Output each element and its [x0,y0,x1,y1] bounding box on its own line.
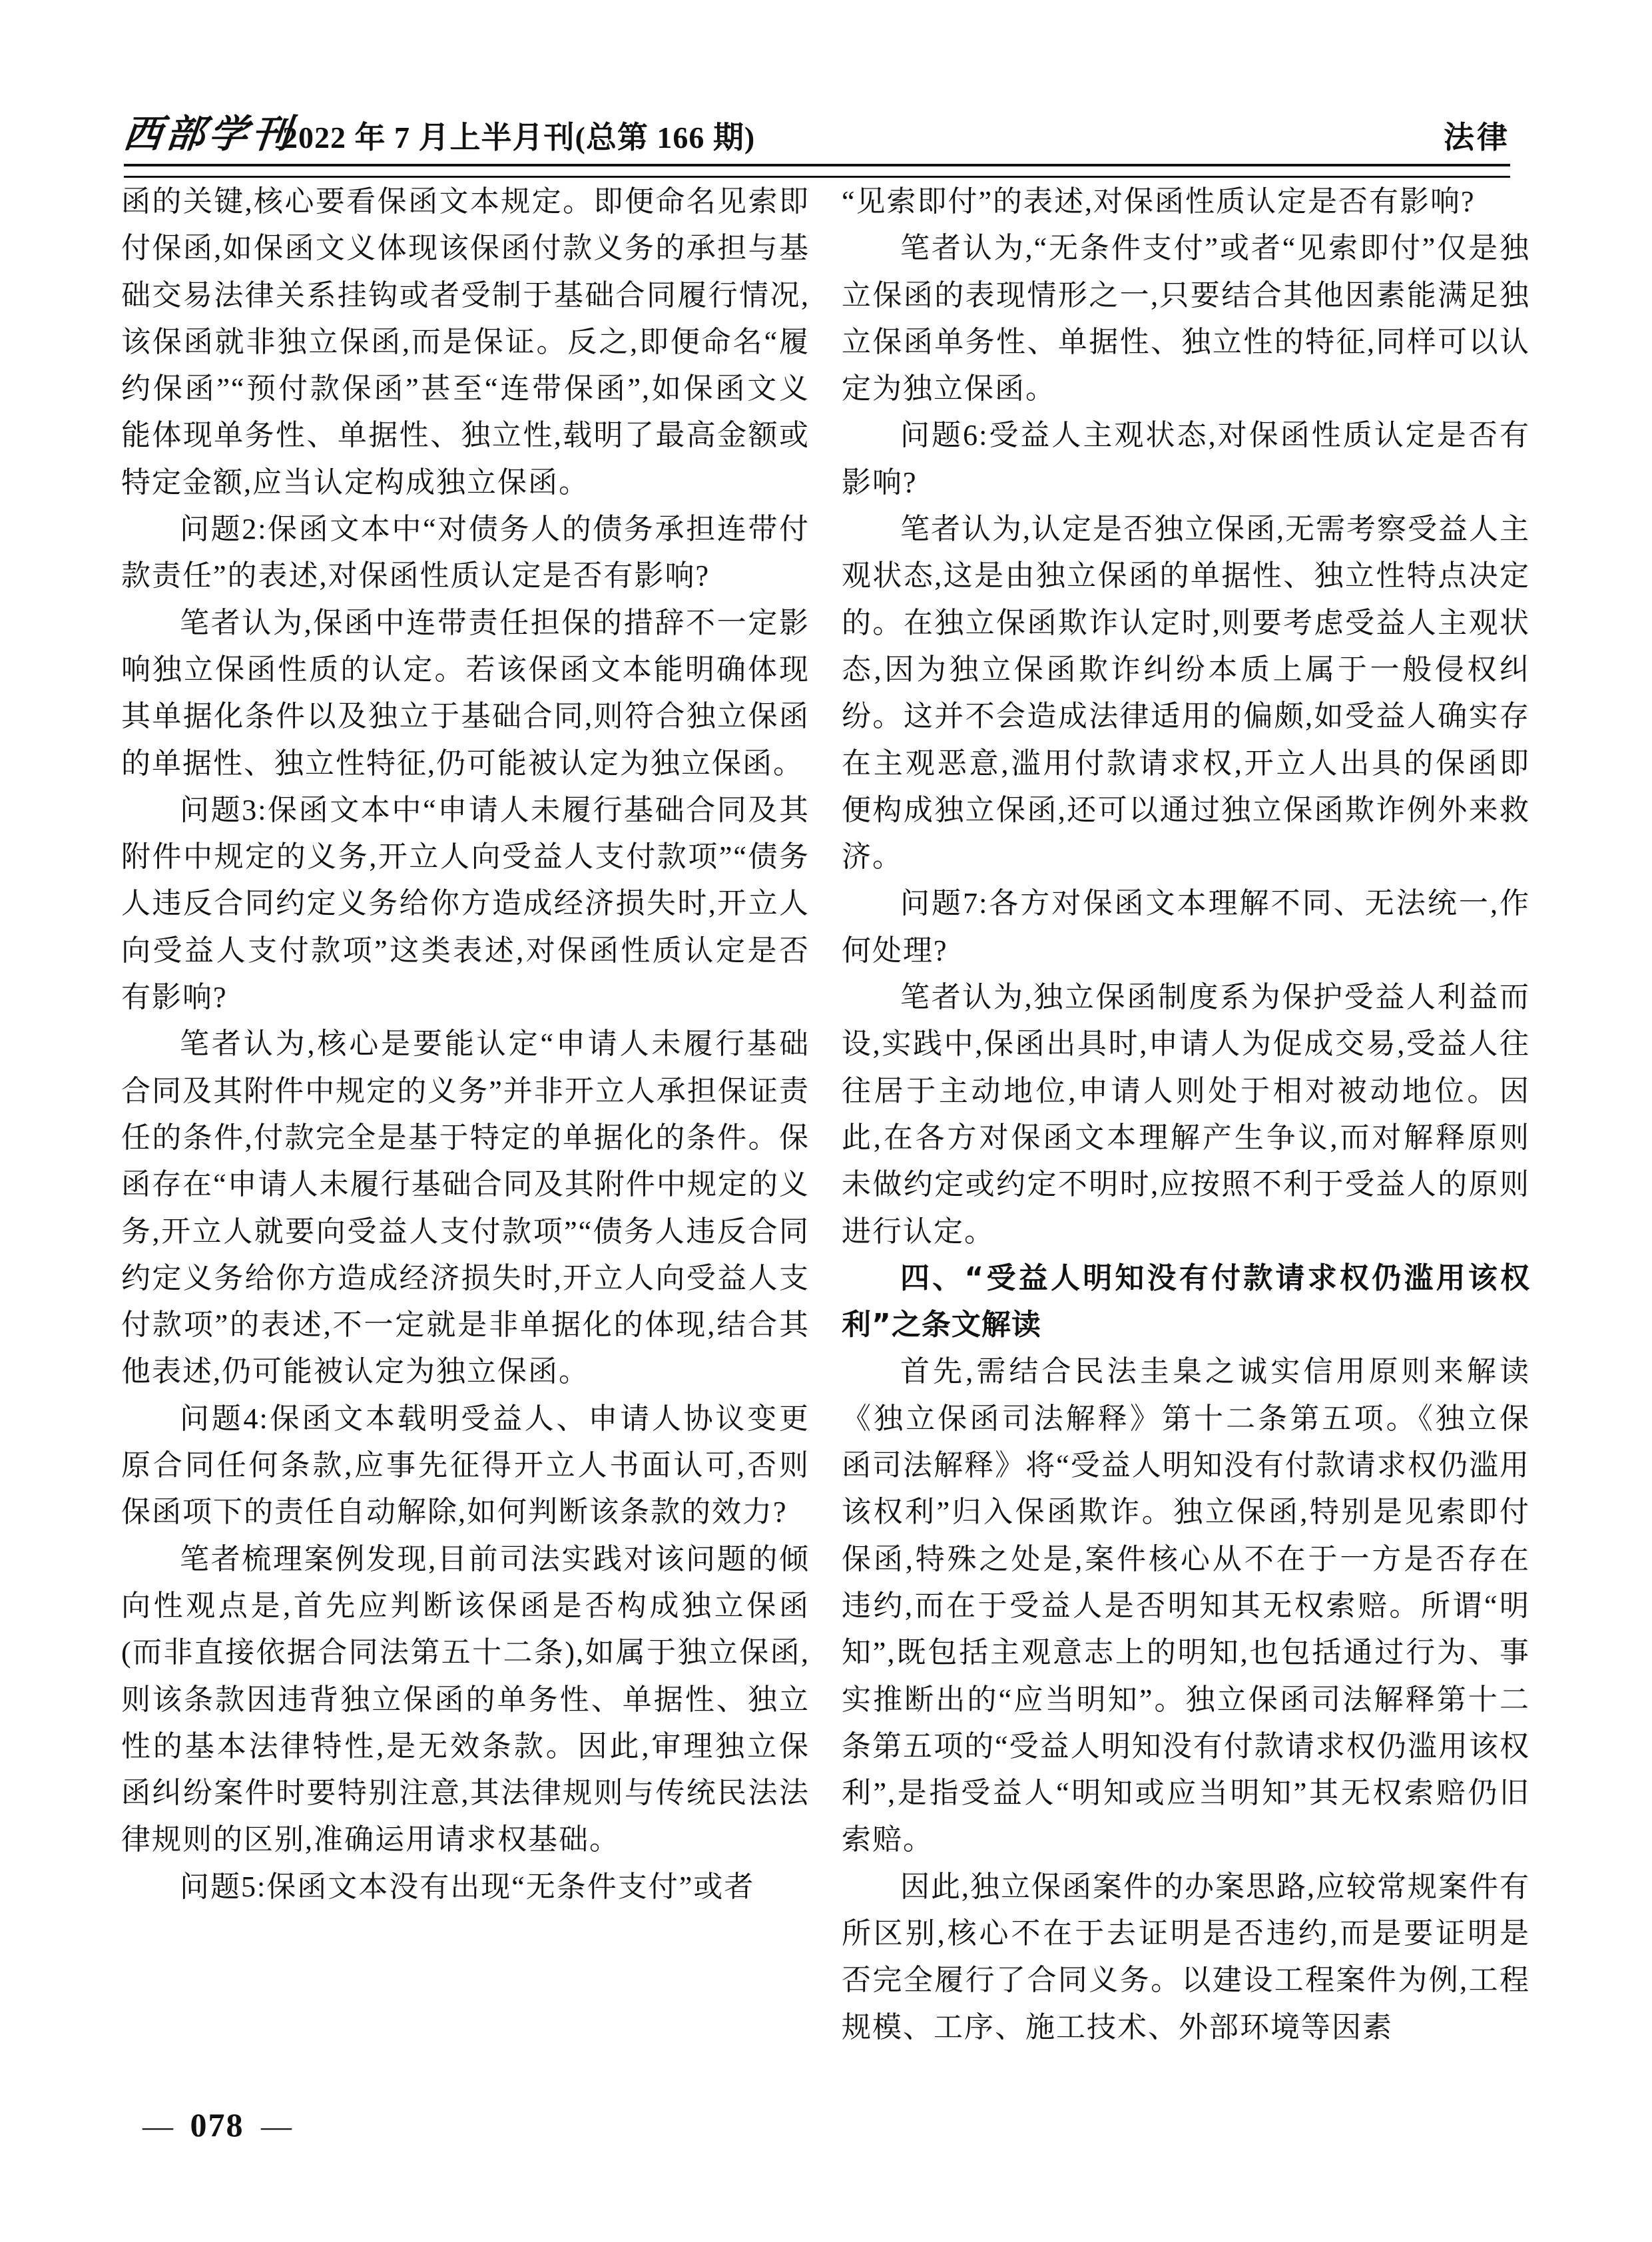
paragraph: 笔者梳理案例发现,目前司法实践对该问题的倾向性观点是,首先应判断该保函是否构成独立保函(而非直接依据合同法第五十二条),如属于独立保函,则该条款因违背独立保函的单务性、单据性、独立性的基本法律特性,是无效条款。因此,审理独立保函纠纷案件时要特别注意,其法律规则与传统民法法律规则的区别,准确运用请求权基础。 [121,1542,810,1856]
left-column [121,178,810,1910]
right-column [842,178,1530,2051]
footer [133,2105,301,2144]
page-number: 078 [190,2106,244,2143]
paragraph: 问题4:保函文本载明受益人、申请人协议变更原合同任何条款,应事先征得开立人书面认可,否则保函项下的责任自动解除,如何判断该条款的效力? [121,1402,810,1529]
paragraph: 笔者认为,保函中连带责任担保的措辞不一定影响独立保函性质的认定。若该保函文本能明确体现其单据化条件以及独立于基础合同,则符合独立保函的单据性、独立性特征,仍可能被认定为独立保函。 [121,606,810,780]
paragraph: 首先,需结合民法圭臬之诚实信用原则来解读《独立保函司法解释》第十二条第五项。《独立保函司法解释》将“受益人明知没有付款请求权仍滥用该权利”归入保函欺诈。独立保函,特别是见索即付保函,特殊之处是,案件核心从不在于一方是否存在违约,而在于受益人是否明知其无权索赔。所谓“明知”,既包括主观意志上的明知,也包括通过行为、事实推断出的“应当明知”。独立保函司法解释第十二条第五项的“受益人明知没有付款请求权仍滥用该权利”,是指受益人“明知或应当明知”其无权索赔仍旧索赔。 [842,1355,1530,1856]
journal-logo: 西部学刊 [121,111,297,156]
paragraph: 笔者认为,认定是否独立保函,无需考察受益人主观状态,这是由独立保函的单据性、独立性特点决定的。在独立保函欺诈认定时,则要考虑受益人主观状态,因为独立保函欺诈纠纷本质上属于一般侵权纠纷。这并不会造成法律适用的偏颇,如受益人确实存在主观恶意,滥用付款请求权,开立人出具的保函即便构成独立保函,还可以通过独立保函欺诈例外来救济。 [842,513,1530,874]
paragraph: 问题5:保函文本没有出现“无条件支付”或者 [180,1870,755,1903]
paragraph: 问题7:各方对保函文本理解不同、无法统一,作何处理? [842,887,1530,967]
footer-dash-left: — [142,2109,173,2143]
section-label: 法律 [1444,121,1510,154]
header-rule [124,164,1510,178]
paragraph: 笔者认为,独立保函制度系为保护受益人利益而设,实践中,保函出具时,申请人为促成交易,受益人往往居于主动地位,申请人则处于相对被动地位。因此,在各方对保函文本理解产生争议,而对解释原则未做约定或约定不明时,应按照不利于受益人的原则进行认定。 [842,981,1530,1248]
paragraph: “见索即付”的表述,对保函性质认定是否有影响? [842,185,1476,218]
section-heading: 四、“受益人明知没有付款请求权仍滥用该权利”之条文解读 [842,1261,1530,1342]
paragraph: 问题3:保函文本中“申请人未履行基础合同及其附件中规定的义务,开立人向受益人支付款项”“债务人违反合同约定义务给你方造成经济损失时,开立人向受益人支付款项”这类表述,对保函性质认定是否有影响? [121,793,810,1014]
paragraph: 因此,独立保函案件的办案思路,应较常规案件有所区别,核心不在于去证明是否违约,而是要证明是否完全履行了合同义务。以建设工程案件为例,工程规模、工序、施工技术、外部环境等因素 [842,1870,1530,2044]
paragraph: 问题2:保函文本中“对债务人的债务承担连带付款责任”的表述,对保函性质认定是否有影响? [121,513,810,593]
paragraph: 笔者认为,核心是要能认定“申请人未履行基础合同及其附件中规定的义务”并非开立人承担保证责任的条件,付款完全是基于特定的单据化的条件。保函存在“申请人未履行基础合同及其附件中规定的义务,开立人就要向受益人支付款项”“债务人违反合同约定义务给你方造成经济损失时,开立人向受益人支付款项”的表述,不一定就是非单据化的体现,结合其他表述,仍可能被认定为独立保函。 [121,1027,810,1388]
paragraph: 笔者认为,“无条件支付”或者“见索即付”仅是独立保函的表现情形之一,只要结合其他因素能满足独立保函单务性、单据性、独立性的特征,同样可以认定为独立保函。 [842,232,1530,406]
footer-dash-right: — [261,2109,292,2143]
paragraph: 问题6:受益人主观状态,对保函性质认定是否有影响? [842,419,1530,499]
header-bar [121,107,1510,161]
issue-info: 2022 年 7 月上半月刊(总第 166 期) [282,121,756,154]
paragraph: 函的关键,核心要看保函文本规定。即便命名见索即付保函,如保函文义体现该保函付款义务的承担与基础交易法律关系挂钩或者受制于基础合同履行情况,该保函就非独立保函,而是保证。反之,即便命名“履约保函”“预付款保函”甚至“连带保函”,如保函文义能体现单务性、单据性、独立性,载明了最高金额或特定金额,应当认定构成独立保函。 [121,185,810,499]
